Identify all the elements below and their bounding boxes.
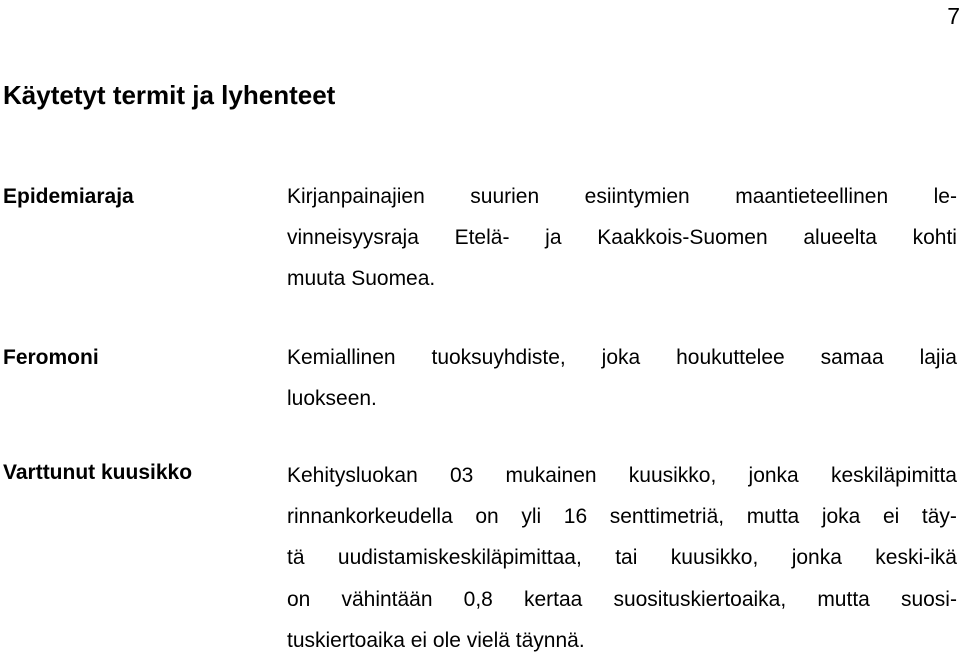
definition-word: lajia bbox=[919, 346, 957, 369]
definition-word: Kirjanpainajien bbox=[287, 185, 425, 208]
definition-word: keskiläpimitta bbox=[830, 464, 957, 487]
definition-word: joka bbox=[821, 505, 861, 529]
page-number: 7 bbox=[947, 3, 960, 29]
definition-word: houkuttelee bbox=[676, 346, 785, 369]
definition-word: maantieteellinen bbox=[735, 185, 889, 208]
definition-word: alueelta bbox=[803, 226, 877, 249]
definition-word: vinneisyysraja bbox=[287, 226, 419, 249]
definition-word: Etelä- bbox=[454, 226, 510, 249]
glossary-definition bbox=[287, 455, 957, 661]
definition-word: mutta bbox=[817, 587, 870, 611]
definition-word: on bbox=[287, 587, 311, 611]
definition-word: 03 bbox=[449, 464, 474, 487]
definition-word: joka bbox=[601, 346, 641, 369]
page-title: Käytetyt termit ja lyhenteet bbox=[3, 80, 336, 110]
definition-word: Kehitysluokan bbox=[287, 464, 418, 487]
definition-line bbox=[287, 176, 957, 217]
definition-line: muuta Suomea. bbox=[287, 267, 436, 290]
definition-word: rinnankorkeudella bbox=[287, 505, 453, 529]
definition-word: kuusikko, bbox=[628, 464, 717, 487]
glossary-term: Feromoni bbox=[3, 346, 99, 369]
definition-line bbox=[287, 496, 957, 537]
definition-word: mukainen bbox=[505, 464, 597, 487]
glossary-term: Epidemiaraja bbox=[3, 185, 134, 208]
glossary-definition bbox=[287, 337, 957, 419]
definition-line: tuskiertoaika ei ole vielä täynnä. bbox=[287, 628, 585, 652]
definition-word: ei bbox=[882, 505, 900, 529]
definition-word: uudistamiskeskiläpimittaa, bbox=[337, 546, 582, 570]
definition-line bbox=[287, 537, 957, 578]
definition-line bbox=[287, 217, 957, 258]
definition-word: 0,8 bbox=[463, 587, 493, 611]
definition-word: samaa bbox=[820, 346, 884, 369]
definition-word: kertaa bbox=[523, 587, 583, 611]
definition-word: ja bbox=[545, 226, 562, 249]
definition-word: tä bbox=[287, 546, 305, 570]
definition-word: täy- bbox=[921, 505, 957, 529]
definition-word: keski-ikä bbox=[875, 546, 957, 570]
definition-word: senttimetriä, bbox=[609, 505, 725, 529]
definition-word: suurien bbox=[470, 185, 540, 208]
definition-word: yli bbox=[521, 505, 542, 529]
definition-word: on bbox=[475, 505, 499, 529]
definition-word: tuoksuyhdiste, bbox=[431, 346, 566, 369]
definition-word: 16 bbox=[563, 505, 588, 529]
glossary-definition bbox=[287, 176, 957, 299]
definition-line: luokseen. bbox=[287, 387, 377, 410]
glossary-term: Varttunut kuusikko bbox=[3, 461, 193, 484]
definition-word: jonka bbox=[791, 546, 842, 570]
definition-line bbox=[287, 579, 957, 620]
definition-word: mutta bbox=[746, 505, 800, 529]
definition-word: tai bbox=[615, 546, 638, 570]
definition-line bbox=[287, 455, 957, 496]
definition-word: Kemiallinen bbox=[287, 346, 396, 369]
definition-word: Kaakkois-Suomen bbox=[597, 226, 768, 249]
definition-word: suosituskiertoaika, bbox=[613, 587, 787, 611]
definition-line bbox=[287, 337, 957, 378]
definition-word: vähintään bbox=[341, 587, 433, 611]
definition-word: kuusikko, bbox=[670, 546, 759, 570]
definition-word: le- bbox=[933, 185, 957, 208]
definition-word: kohti bbox=[912, 226, 957, 249]
definition-word: jonka bbox=[748, 464, 799, 487]
definition-word: esiintymien bbox=[584, 185, 690, 208]
definition-word: suosi- bbox=[900, 587, 957, 611]
